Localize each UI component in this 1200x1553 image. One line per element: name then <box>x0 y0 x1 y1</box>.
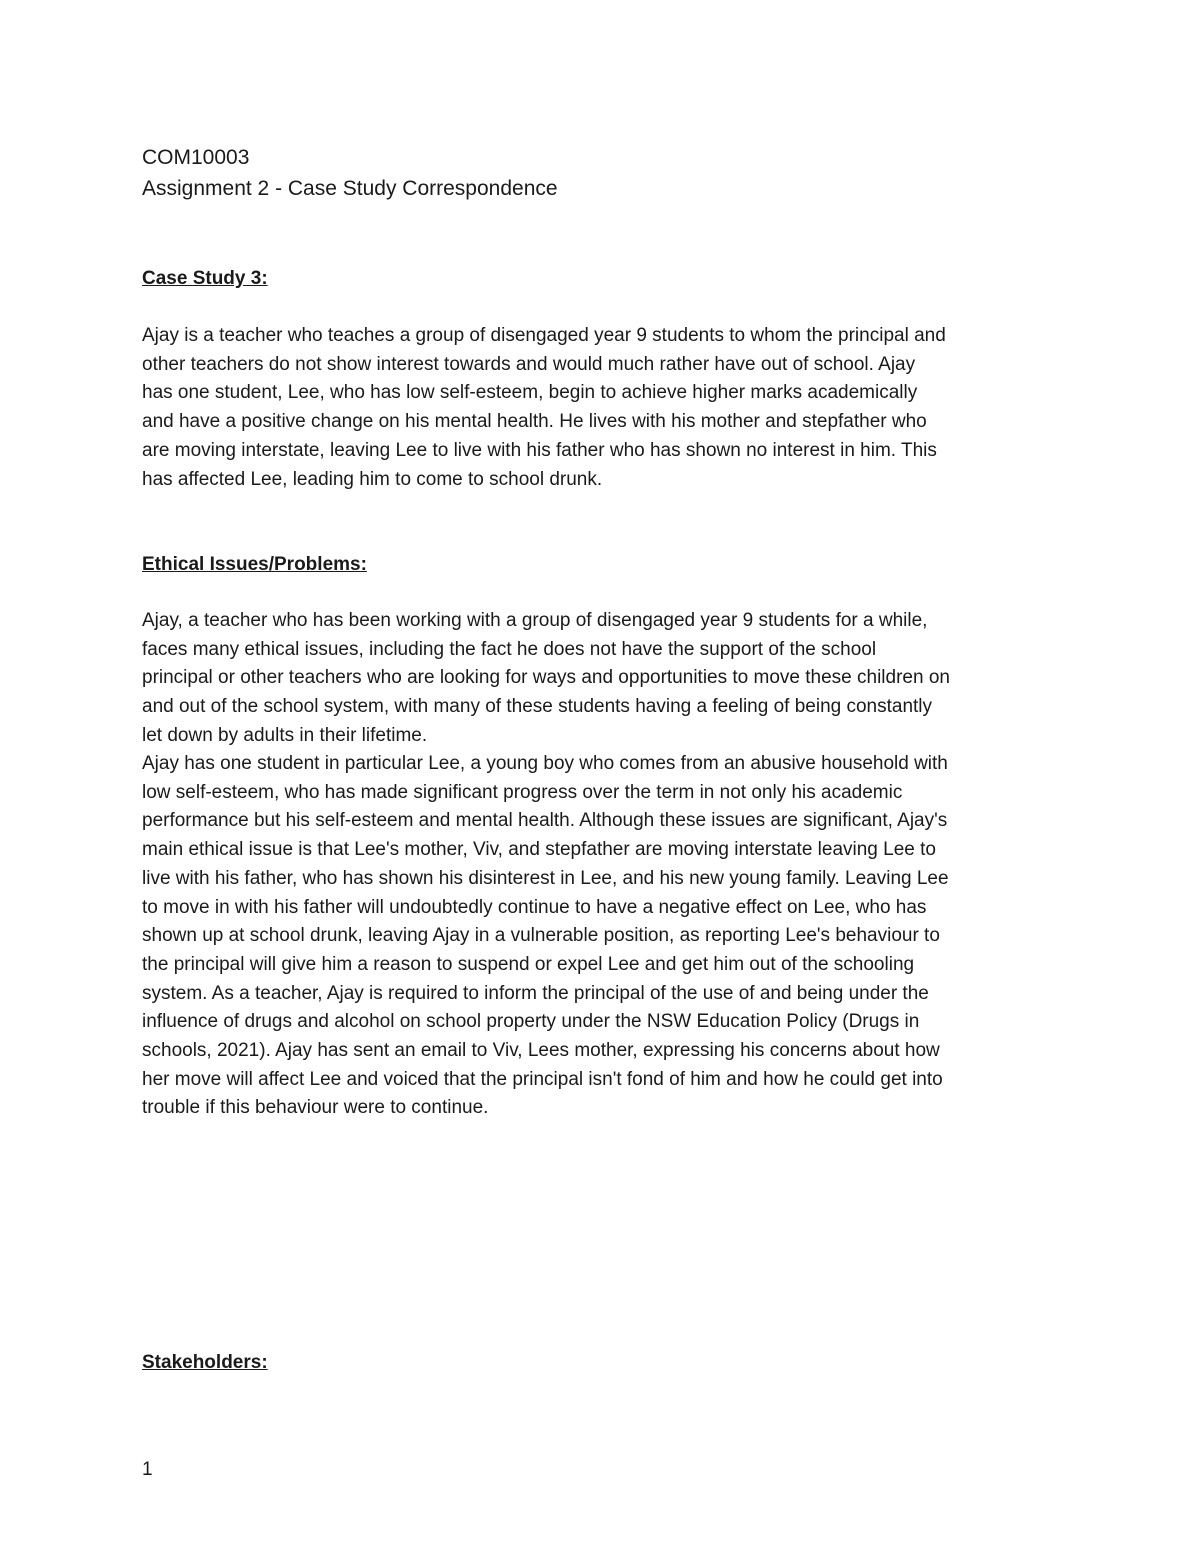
ethical-issues-heading: Ethical Issues/Problems: <box>142 554 367 575</box>
text-line: other teachers do not show interest towards and would much rather have out of school. Ajay <box>142 353 916 375</box>
text-line: Ajay has one student in particular Lee, a young boy who comes from an abusive household with <box>142 753 948 774</box>
text-line: Ajay, a teacher who has been working with a group of disengaged year 9 students for a while, <box>142 610 928 631</box>
text-line: performance but his self-esteem and mental health. Although these issues are significant, Ajay's <box>142 810 948 832</box>
text-line: low self-esteem, who has made significant progress over the term in not only his academic <box>142 781 903 803</box>
text-line: system. As a teacher, Ajay is required to inform the principal of the use of and being under the <box>142 982 929 1004</box>
text-line: faces many ethical issues, including the fact he does not have the support of the school <box>142 638 877 660</box>
text-line: influence of drugs and alcohol on school property under the NSW Education Policy (Drugs in <box>142 1011 920 1033</box>
text-line: are moving interstate, leaving Lee to live with his father who has shown no interest in him. This <box>142 439 937 461</box>
text-line: has one student, Lee, who has low self-esteem, begin to achieve higher marks academically <box>142 382 918 404</box>
page-number: 1 <box>142 1459 153 1480</box>
text-line: let down by adults in their lifetime. <box>142 724 428 746</box>
document-header <box>142 142 1062 204</box>
text-line: and out of the school system, with many of these students having a feeling of being constantly <box>142 696 933 718</box>
text-line: live with his father, who has shown his disinterest in Lee, and his new young family. Leaving Lee <box>142 867 949 889</box>
text-line: Ajay is a teacher who teaches a group of disengaged year 9 students to whom the principal and <box>142 325 946 346</box>
text-line: trouble if this behaviour were to continue. <box>142 1097 489 1119</box>
text-line: principal or other teachers who are looking for ways and opportunities to move these children on <box>142 667 950 689</box>
text-line: the principal will give him a reason to suspend or expel Lee and get him out of the schooling <box>142 953 915 975</box>
ethical-issues-paragraph-1 <box>142 607 1062 751</box>
text-line: schools, 2021). Ajay has sent an email to Viv, Lees mother, expressing his concerns about how <box>142 1040 940 1062</box>
ethical-issues-paragraph-2 <box>142 750 1062 1123</box>
case-study-heading: Case Study 3: <box>142 268 268 289</box>
text-line: to move in with his father will undoubtedly continue to have a negative effect on Lee, who has <box>142 896 927 918</box>
course-code: COM10003 <box>142 146 250 169</box>
text-line: her move will affect Lee and voiced that the principal isn't fond of him and how he could get into <box>142 1068 943 1090</box>
case-study-paragraph <box>142 322 1062 494</box>
text-line: main ethical issue is that Lee's mother, Viv, and stepfather are moving interstate leaving Lee to <box>142 839 936 861</box>
text-line: shown up at school drunk, leaving Ajay in a vulnerable position, as reporting Lee's behaviour to <box>142 925 940 947</box>
stakeholders-heading: Stakeholders: <box>142 1352 268 1373</box>
text-line: and have a positive change on his mental health. He lives with his mother and stepfather who <box>142 411 927 433</box>
text-line: has affected Lee, leading him to come to school drunk. <box>142 468 603 490</box>
assignment-title: Assignment 2 - Case Study Correspondence <box>142 177 558 200</box>
